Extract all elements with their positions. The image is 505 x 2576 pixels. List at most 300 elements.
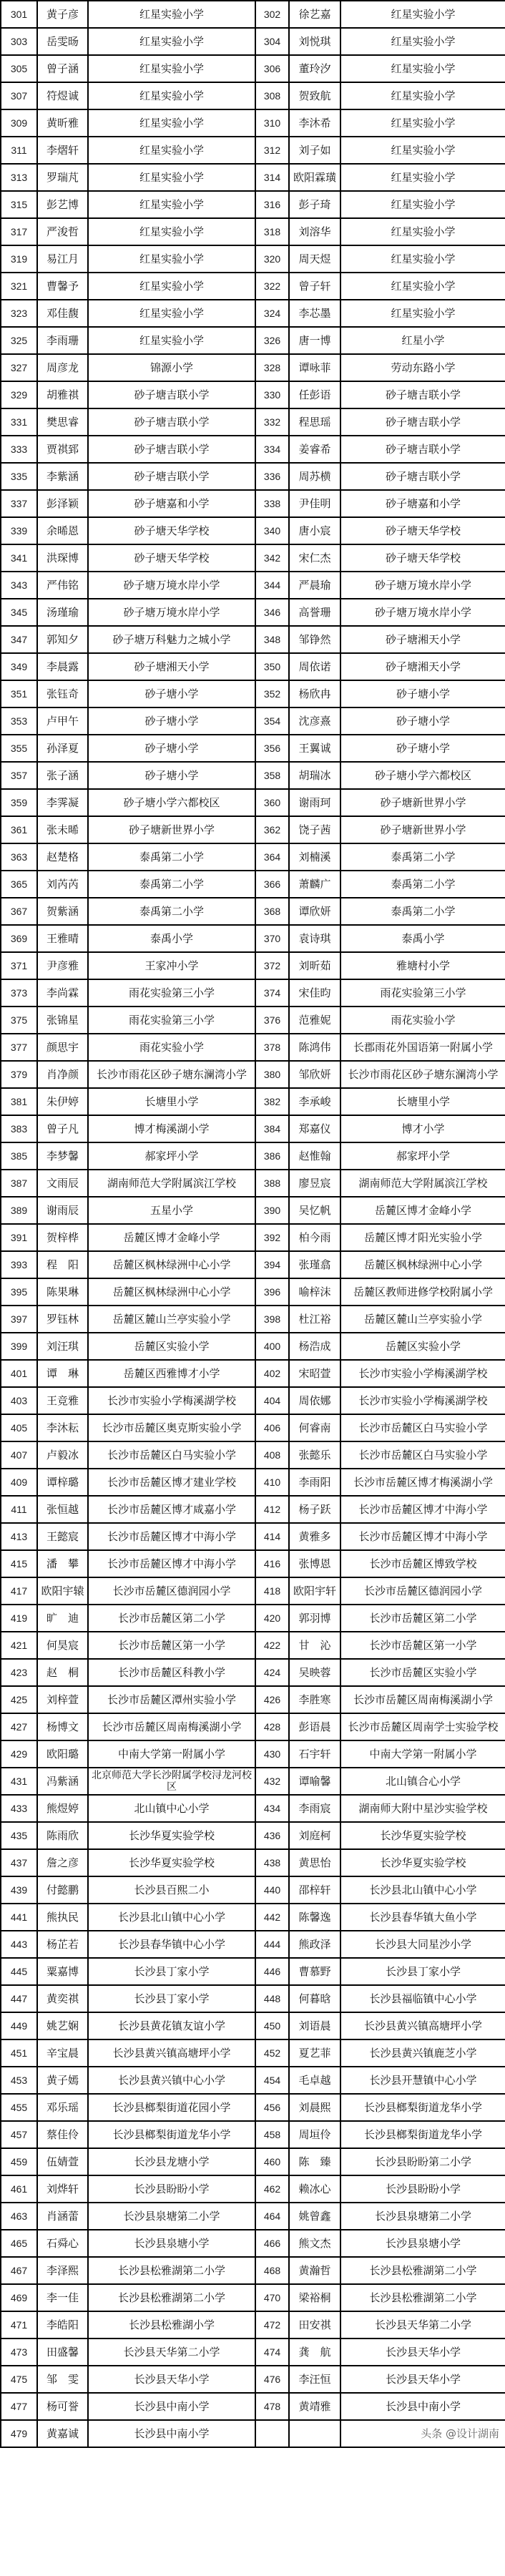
number-cell: 477 xyxy=(1,2393,37,2420)
school-cell: 长沙市雨花区砂子塘东澜湾小学 xyxy=(340,1061,505,1088)
name-cell: 周依诺 xyxy=(289,653,340,680)
number-cell: 390 xyxy=(255,1197,289,1224)
number-cell: 358 xyxy=(255,762,289,789)
table-row xyxy=(1,1278,505,1306)
name-cell: 邹铮然 xyxy=(289,626,340,653)
school-cell: 砂子塘天华学校 xyxy=(88,544,255,572)
table-row xyxy=(1,871,505,898)
number-cell: 347 xyxy=(1,626,37,653)
school-cell: 红星实验小学 xyxy=(88,137,255,164)
school-cell: 砂子塘湘天小学 xyxy=(88,653,255,680)
number-cell: 352 xyxy=(255,680,289,707)
number-cell: 349 xyxy=(1,653,37,680)
name-cell: 龚 航 xyxy=(289,2339,340,2366)
school-cell: 砂子塘新世界小学 xyxy=(340,789,505,816)
name-cell: 杨可誉 xyxy=(37,2393,88,2420)
number-cell: 334 xyxy=(255,436,289,463)
number-cell: 308 xyxy=(255,82,289,109)
school-cell: 长沙市岳麓区第二小学 xyxy=(340,1605,505,1632)
name-cell: 尹佳明 xyxy=(289,490,340,517)
table-row xyxy=(1,1904,505,1931)
school-cell: 长沙县北山镇中心小学 xyxy=(88,1904,255,1931)
name-cell: 刘悦琪 xyxy=(289,28,340,55)
number-cell: 385 xyxy=(1,1142,37,1170)
number-cell: 469 xyxy=(1,2284,37,2311)
number-cell: 336 xyxy=(255,463,289,490)
table-row xyxy=(1,218,505,245)
name-cell: 李晨露 xyxy=(37,653,88,680)
name-cell: 姜睿希 xyxy=(289,436,340,463)
school-cell: 岳麓区西雅博才小学 xyxy=(88,1360,255,1387)
school-cell: 砂子塘新世界小学 xyxy=(340,816,505,843)
number-cell: 333 xyxy=(1,436,37,463)
school-cell: 红星实验小学 xyxy=(88,28,255,55)
name-cell: 付懿鹏 xyxy=(37,1876,88,1904)
school-cell: 博才小学 xyxy=(340,1115,505,1142)
name-cell: 何昊宸 xyxy=(37,1632,88,1659)
school-cell: 五星小学 xyxy=(88,1197,255,1224)
table-row xyxy=(1,1007,505,1034)
watermark: 头条 @设计湖南 xyxy=(340,2420,505,2447)
school-cell: 红星实验小学 xyxy=(88,109,255,137)
name-cell: 刘楠溪 xyxy=(289,843,340,871)
table-row xyxy=(1,2203,505,2230)
school-cell: 红星实验小学 xyxy=(88,300,255,327)
table-row xyxy=(1,2230,505,2257)
number-cell: 365 xyxy=(1,871,37,898)
number-cell: 466 xyxy=(255,2230,289,2257)
table-row xyxy=(1,1061,505,1088)
number-cell: 364 xyxy=(255,843,289,871)
name-cell: 罗钰林 xyxy=(37,1306,88,1333)
number-cell: 399 xyxy=(1,1333,37,1360)
number-cell: 328 xyxy=(255,354,289,381)
table-row xyxy=(1,1306,505,1333)
name-cell: 伍婧萱 xyxy=(37,2148,88,2175)
school-cell: 岳麓区教师进修学校附属小学 xyxy=(340,1278,505,1306)
number-cell: 463 xyxy=(1,2203,37,2230)
table-row xyxy=(1,2257,505,2284)
table-row xyxy=(1,1632,505,1659)
name-cell: 胡瑞冰 xyxy=(289,762,340,789)
number-cell: 436 xyxy=(255,1822,289,1849)
name-cell: 杨芷若 xyxy=(37,1931,88,1958)
name-cell: 詹之彦 xyxy=(37,1849,88,1876)
school-cell: 长沙县泉塘小学 xyxy=(88,2230,255,2257)
name-cell: 岳雯旸 xyxy=(37,28,88,55)
table-row xyxy=(1,898,505,925)
school-cell: 长塘里小学 xyxy=(340,1088,505,1115)
number-cell: 465 xyxy=(1,2230,37,2257)
school-cell: 岳麓区麓山兰亭实验小学 xyxy=(88,1306,255,1333)
school-cell: 博才梅溪湖小学 xyxy=(88,1115,255,1142)
school-cell: 中南大学第一附属小学 xyxy=(88,1740,255,1768)
name-cell: 徐艺嘉 xyxy=(289,1,340,28)
school-cell: 长沙县松雅湖第二小学 xyxy=(88,2257,255,2284)
name-cell: 粟嘉博 xyxy=(37,1958,88,1985)
table-row xyxy=(1,925,505,952)
school-cell: 红星实验小学 xyxy=(340,82,505,109)
name-cell: 李汪恒 xyxy=(289,2366,340,2393)
school-cell: 长沙县春华镇大鱼小学 xyxy=(340,1904,505,1931)
table-row xyxy=(1,1197,505,1224)
school-cell: 红星实验小学 xyxy=(340,245,505,273)
table-row xyxy=(1,327,505,354)
number-cell: 428 xyxy=(255,1713,289,1740)
school-cell: 长沙县黄兴镇中心小学 xyxy=(88,2067,255,2094)
school-cell: 岳麓区博才金峰小学 xyxy=(340,1197,505,1224)
table-row xyxy=(1,1,505,28)
number-cell: 429 xyxy=(1,1740,37,1768)
number-cell: 476 xyxy=(255,2366,289,2393)
name-cell: 梁裕桐 xyxy=(289,2284,340,2311)
name-cell: 朱伊婷 xyxy=(37,1088,88,1115)
school-cell: 中南大学第一附属小学 xyxy=(340,1740,505,1768)
name-cell: 陈 臻 xyxy=(289,2148,340,2175)
empty-cell xyxy=(255,2420,289,2447)
table-row xyxy=(1,789,505,816)
number-cell: 325 xyxy=(1,327,37,354)
table-row xyxy=(1,1713,505,1740)
school-cell: 雅塘村小学 xyxy=(340,952,505,979)
number-cell: 403 xyxy=(1,1387,37,1414)
table-row xyxy=(1,2366,505,2393)
number-cell: 312 xyxy=(255,137,289,164)
number-cell: 435 xyxy=(1,1822,37,1849)
school-cell: 红星实验小学 xyxy=(340,191,505,218)
number-cell: 406 xyxy=(255,1414,289,1441)
school-cell: 长沙市岳麓区博才咸嘉小学 xyxy=(88,1496,255,1523)
name-cell: 张锦星 xyxy=(37,1007,88,1034)
number-cell: 409 xyxy=(1,1469,37,1496)
number-cell: 323 xyxy=(1,300,37,327)
name-cell: 熊文杰 xyxy=(289,2230,340,2257)
school-cell: 砂子塘万境水岸小学 xyxy=(88,599,255,626)
table-row xyxy=(1,1768,505,1795)
school-cell: 长沙市雨花区砂子塘东澜湾小学 xyxy=(88,1061,255,1088)
school-cell: 长沙县春华镇中心小学 xyxy=(88,1931,255,1958)
school-cell: 长沙县天华小学 xyxy=(88,2366,255,2393)
table-row xyxy=(1,1170,505,1197)
school-cell: 长沙华夏实验学校 xyxy=(340,1849,505,1876)
school-cell: 岳麓区博才金峰小学 xyxy=(88,1224,255,1251)
number-cell: 340 xyxy=(255,517,289,544)
school-cell: 长沙县丁家小学 xyxy=(88,1985,255,2012)
number-cell: 356 xyxy=(255,735,289,762)
table-row xyxy=(1,2311,505,2339)
number-cell: 444 xyxy=(255,1931,289,1958)
number-cell: 305 xyxy=(1,55,37,82)
number-cell: 479 xyxy=(1,2420,37,2447)
school-cell: 长沙县百熙二小 xyxy=(88,1876,255,1904)
name-cell: 黄子彦 xyxy=(37,1,88,28)
name-cell: 谭喻馨 xyxy=(289,1768,340,1795)
table-row xyxy=(1,2067,505,2094)
school-cell: 砂子塘小学 xyxy=(88,707,255,735)
name-cell: 张瑾翕 xyxy=(289,1251,340,1278)
table-row xyxy=(1,490,505,517)
name-cell: 严伟铭 xyxy=(37,572,88,599)
name-cell: 刘汪琪 xyxy=(37,1333,88,1360)
name-cell: 王翼诚 xyxy=(289,735,340,762)
table-row xyxy=(1,381,505,408)
number-cell: 359 xyxy=(1,789,37,816)
number-cell: 445 xyxy=(1,1958,37,1985)
table-row xyxy=(1,1876,505,1904)
name-cell: 肖涵蕾 xyxy=(37,2203,88,2230)
name-cell: 欧阳霖璜 xyxy=(289,164,340,191)
number-cell: 338 xyxy=(255,490,289,517)
name-cell: 黄昕雅 xyxy=(37,109,88,137)
number-cell: 400 xyxy=(255,1333,289,1360)
name-cell: 宋昭萱 xyxy=(289,1360,340,1387)
number-cell: 343 xyxy=(1,572,37,599)
school-cell: 长沙县大同星沙小学 xyxy=(340,1931,505,1958)
school-cell: 湖南师范大学附属滨江学校 xyxy=(340,1170,505,1197)
number-cell: 454 xyxy=(255,2067,289,2094)
school-cell: 长沙县天华第二小学 xyxy=(88,2339,255,2366)
name-cell: 李雨珊 xyxy=(37,327,88,354)
school-cell: 长沙县丁家小学 xyxy=(340,1958,505,1985)
number-cell: 440 xyxy=(255,1876,289,1904)
school-cell: 泰禹第二小学 xyxy=(88,871,255,898)
number-cell: 404 xyxy=(255,1387,289,1414)
name-cell: 范雅妮 xyxy=(289,1007,340,1034)
school-cell: 长沙市岳麓区奥克斯实验小学 xyxy=(88,1414,255,1441)
school-cell: 砂子塘吉联小学 xyxy=(340,408,505,436)
name-cell: 石舜心 xyxy=(37,2230,88,2257)
number-cell: 407 xyxy=(1,1441,37,1469)
table-row xyxy=(1,1224,505,1251)
number-cell: 339 xyxy=(1,517,37,544)
school-cell: 劳动东路小学 xyxy=(340,354,505,381)
number-cell: 335 xyxy=(1,463,37,490)
school-cell: 泰禹第二小学 xyxy=(88,898,255,925)
number-cell: 439 xyxy=(1,1876,37,1904)
school-cell: 长沙市实验小学梅溪湖学校 xyxy=(340,1360,505,1387)
school-cell: 红星实验小学 xyxy=(88,245,255,273)
school-cell: 长塘里小学 xyxy=(88,1088,255,1115)
name-cell: 毛卓越 xyxy=(289,2067,340,2094)
name-cell: 赵楚格 xyxy=(37,843,88,871)
school-cell: 红星小学 xyxy=(340,327,505,354)
table-row xyxy=(1,2121,505,2148)
name-cell: 赖冰心 xyxy=(289,2175,340,2203)
number-cell: 389 xyxy=(1,1197,37,1224)
school-cell: 长沙市岳麓区白马实验小学 xyxy=(340,1414,505,1441)
school-cell: 砂子塘小学 xyxy=(88,680,255,707)
name-cell: 董玲汐 xyxy=(289,55,340,82)
table-row xyxy=(1,544,505,572)
table-row xyxy=(1,28,505,55)
name-cell: 甘 沁 xyxy=(289,1632,340,1659)
number-cell: 405 xyxy=(1,1414,37,1441)
school-cell: 长沙市岳麓区第一小学 xyxy=(340,1632,505,1659)
school-cell: 长沙县丁家小学 xyxy=(88,1958,255,1985)
name-cell: 田盛馨 xyxy=(37,2339,88,2366)
number-cell: 467 xyxy=(1,2257,37,2284)
school-cell: 岳麓区博才阳光实验小学 xyxy=(340,1224,505,1251)
school-cell: 长沙县榔梨街道龙华小学 xyxy=(88,2121,255,2148)
number-cell: 324 xyxy=(255,300,289,327)
school-cell: 砂子塘新世界小学 xyxy=(88,816,255,843)
number-cell: 452 xyxy=(255,2039,289,2067)
name-cell: 周苏横 xyxy=(289,463,340,490)
school-cell: 长沙市实验小学梅溪湖学校 xyxy=(88,1387,255,1414)
school-cell: 长沙县泉塘第二小学 xyxy=(340,2203,505,2230)
school-cell: 砂子塘天华学校 xyxy=(88,517,255,544)
number-cell: 384 xyxy=(255,1115,289,1142)
name-cell: 李霁凝 xyxy=(37,789,88,816)
number-cell: 331 xyxy=(1,408,37,436)
name-cell: 谭梓璐 xyxy=(37,1469,88,1496)
name-cell: 郭知夕 xyxy=(37,626,88,653)
table-row xyxy=(1,245,505,273)
number-cell: 316 xyxy=(255,191,289,218)
table-row xyxy=(1,1523,505,1550)
school-cell: 砂子塘小学 xyxy=(88,735,255,762)
school-cell: 长沙县松雅湖小学 xyxy=(88,2311,255,2339)
number-cell: 350 xyxy=(255,653,289,680)
school-cell: 雨花实验小学 xyxy=(340,1007,505,1034)
name-cell: 李沐希 xyxy=(289,109,340,137)
name-cell: 樊思睿 xyxy=(37,408,88,436)
name-cell: 汤瑾瑜 xyxy=(37,599,88,626)
school-cell: 长沙县盼盼第二小学 xyxy=(340,2148,505,2175)
name-cell: 李紫涵 xyxy=(37,463,88,490)
name-cell: 杨浩成 xyxy=(289,1333,340,1360)
name-cell: 杨子跃 xyxy=(289,1496,340,1523)
table-row xyxy=(1,1659,505,1686)
school-cell: 红星实验小学 xyxy=(340,218,505,245)
school-cell: 长沙市岳麓区博才中海小学 xyxy=(88,1523,255,1550)
name-cell: 周依娜 xyxy=(289,1387,340,1414)
number-cell: 471 xyxy=(1,2311,37,2339)
school-cell: 长沙县松雅湖第二小学 xyxy=(340,2284,505,2311)
school-cell: 长沙市岳麓区周南梅溪湖小学 xyxy=(340,1686,505,1713)
number-cell: 431 xyxy=(1,1768,37,1795)
name-cell: 李雨宸 xyxy=(289,1795,340,1822)
name-cell: 贺紫涵 xyxy=(37,898,88,925)
school-cell: 雨花实验小学 xyxy=(88,1034,255,1061)
number-cell: 402 xyxy=(255,1360,289,1387)
number-cell: 432 xyxy=(255,1768,289,1795)
name-cell: 辛宝晨 xyxy=(37,2039,88,2067)
number-cell: 317 xyxy=(1,218,37,245)
name-cell: 文雨辰 xyxy=(37,1170,88,1197)
school-cell: 长沙市岳麓区潭州实验小学 xyxy=(88,1686,255,1713)
table-row xyxy=(1,843,505,871)
number-cell: 420 xyxy=(255,1605,289,1632)
table-row xyxy=(1,599,505,626)
school-cell: 长沙市岳麓区周南学士实验学校 xyxy=(340,1713,505,1740)
school-cell: 红星实验小学 xyxy=(340,164,505,191)
number-cell: 451 xyxy=(1,2039,37,2067)
school-cell: 长沙县龙塘小学 xyxy=(88,2148,255,2175)
name-cell: 李尚霖 xyxy=(37,979,88,1007)
name-cell: 袁诗琪 xyxy=(289,925,340,952)
number-cell: 408 xyxy=(255,1441,289,1469)
school-cell: 红星实验小学 xyxy=(340,1,505,28)
name-cell: 李胜寒 xyxy=(289,1686,340,1713)
name-cell: 杜江裕 xyxy=(289,1306,340,1333)
name-cell: 冯紫涵 xyxy=(37,1768,88,1795)
table-row xyxy=(1,952,505,979)
name-cell: 李沐耘 xyxy=(37,1414,88,1441)
number-cell: 470 xyxy=(255,2284,289,2311)
name-cell: 谢雨辰 xyxy=(37,1197,88,1224)
number-cell: 413 xyxy=(1,1523,37,1550)
table-row xyxy=(1,463,505,490)
name-cell: 陈雨欣 xyxy=(37,1822,88,1849)
number-cell: 414 xyxy=(255,1523,289,1550)
number-cell: 391 xyxy=(1,1224,37,1251)
number-cell: 380 xyxy=(255,1061,289,1088)
number-cell: 353 xyxy=(1,707,37,735)
number-cell: 395 xyxy=(1,1278,37,1306)
number-cell: 421 xyxy=(1,1632,37,1659)
name-cell: 石宇轩 xyxy=(289,1740,340,1768)
name-cell: 刘梓萱 xyxy=(37,1686,88,1713)
table-row xyxy=(1,109,505,137)
school-cell: 北京师范大学长沙附属学校浔龙河校区 xyxy=(88,1768,255,1795)
name-cell: 赵惟翰 xyxy=(289,1142,340,1170)
name-cell: 邵梓轩 xyxy=(289,1876,340,1904)
school-cell: 长沙县天华第二小学 xyxy=(340,2311,505,2339)
name-cell: 李泽熙 xyxy=(37,2257,88,2284)
school-cell: 长沙县天华小学 xyxy=(340,2339,505,2366)
number-cell: 346 xyxy=(255,599,289,626)
school-cell: 砂子塘万境水岸小学 xyxy=(340,599,505,626)
school-cell: 长沙市岳麓区博才中海小学 xyxy=(88,1550,255,1577)
school-cell: 长沙市岳麓区博致学校 xyxy=(340,1550,505,1577)
number-cell: 478 xyxy=(255,2393,289,2420)
table-row xyxy=(1,2148,505,2175)
number-cell: 455 xyxy=(1,2094,37,2121)
table-row xyxy=(1,1686,505,1713)
name-cell: 刘晨熙 xyxy=(289,2094,340,2121)
number-cell: 371 xyxy=(1,952,37,979)
table-row xyxy=(1,1441,505,1469)
number-cell: 327 xyxy=(1,354,37,381)
school-cell: 长沙市岳麓区德润园小学 xyxy=(340,1577,505,1605)
number-cell: 457 xyxy=(1,2121,37,2148)
number-cell: 367 xyxy=(1,898,37,925)
name-cell: 郭羽博 xyxy=(289,1605,340,1632)
name-cell: 贺梓桦 xyxy=(37,1224,88,1251)
name-cell: 吴忆帆 xyxy=(289,1197,340,1224)
number-cell: 361 xyxy=(1,816,37,843)
name-cell: 任彭语 xyxy=(289,381,340,408)
name-cell: 唐小宸 xyxy=(289,517,340,544)
school-cell: 砂子塘湘天小学 xyxy=(340,653,505,680)
number-cell: 422 xyxy=(255,1632,289,1659)
school-cell: 长沙县黄花镇友谊小学 xyxy=(88,2012,255,2039)
school-cell: 长沙市岳麓区白马实验小学 xyxy=(340,1441,505,1469)
number-cell: 320 xyxy=(255,245,289,273)
table-row xyxy=(1,300,505,327)
name-cell: 郑嘉仪 xyxy=(289,1115,340,1142)
school-cell: 长沙市岳麓区科教小学 xyxy=(88,1659,255,1686)
name-cell: 刘溶华 xyxy=(289,218,340,245)
school-cell: 湖南师大附中星沙实验学校 xyxy=(340,1795,505,1822)
number-cell: 396 xyxy=(255,1278,289,1306)
name-cell: 周垣伶 xyxy=(289,2121,340,2148)
name-cell: 谭欣妍 xyxy=(289,898,340,925)
school-cell: 砂子塘小学六都校区 xyxy=(88,789,255,816)
number-cell: 453 xyxy=(1,2067,37,2094)
name-cell: 刘庭柯 xyxy=(289,1822,340,1849)
